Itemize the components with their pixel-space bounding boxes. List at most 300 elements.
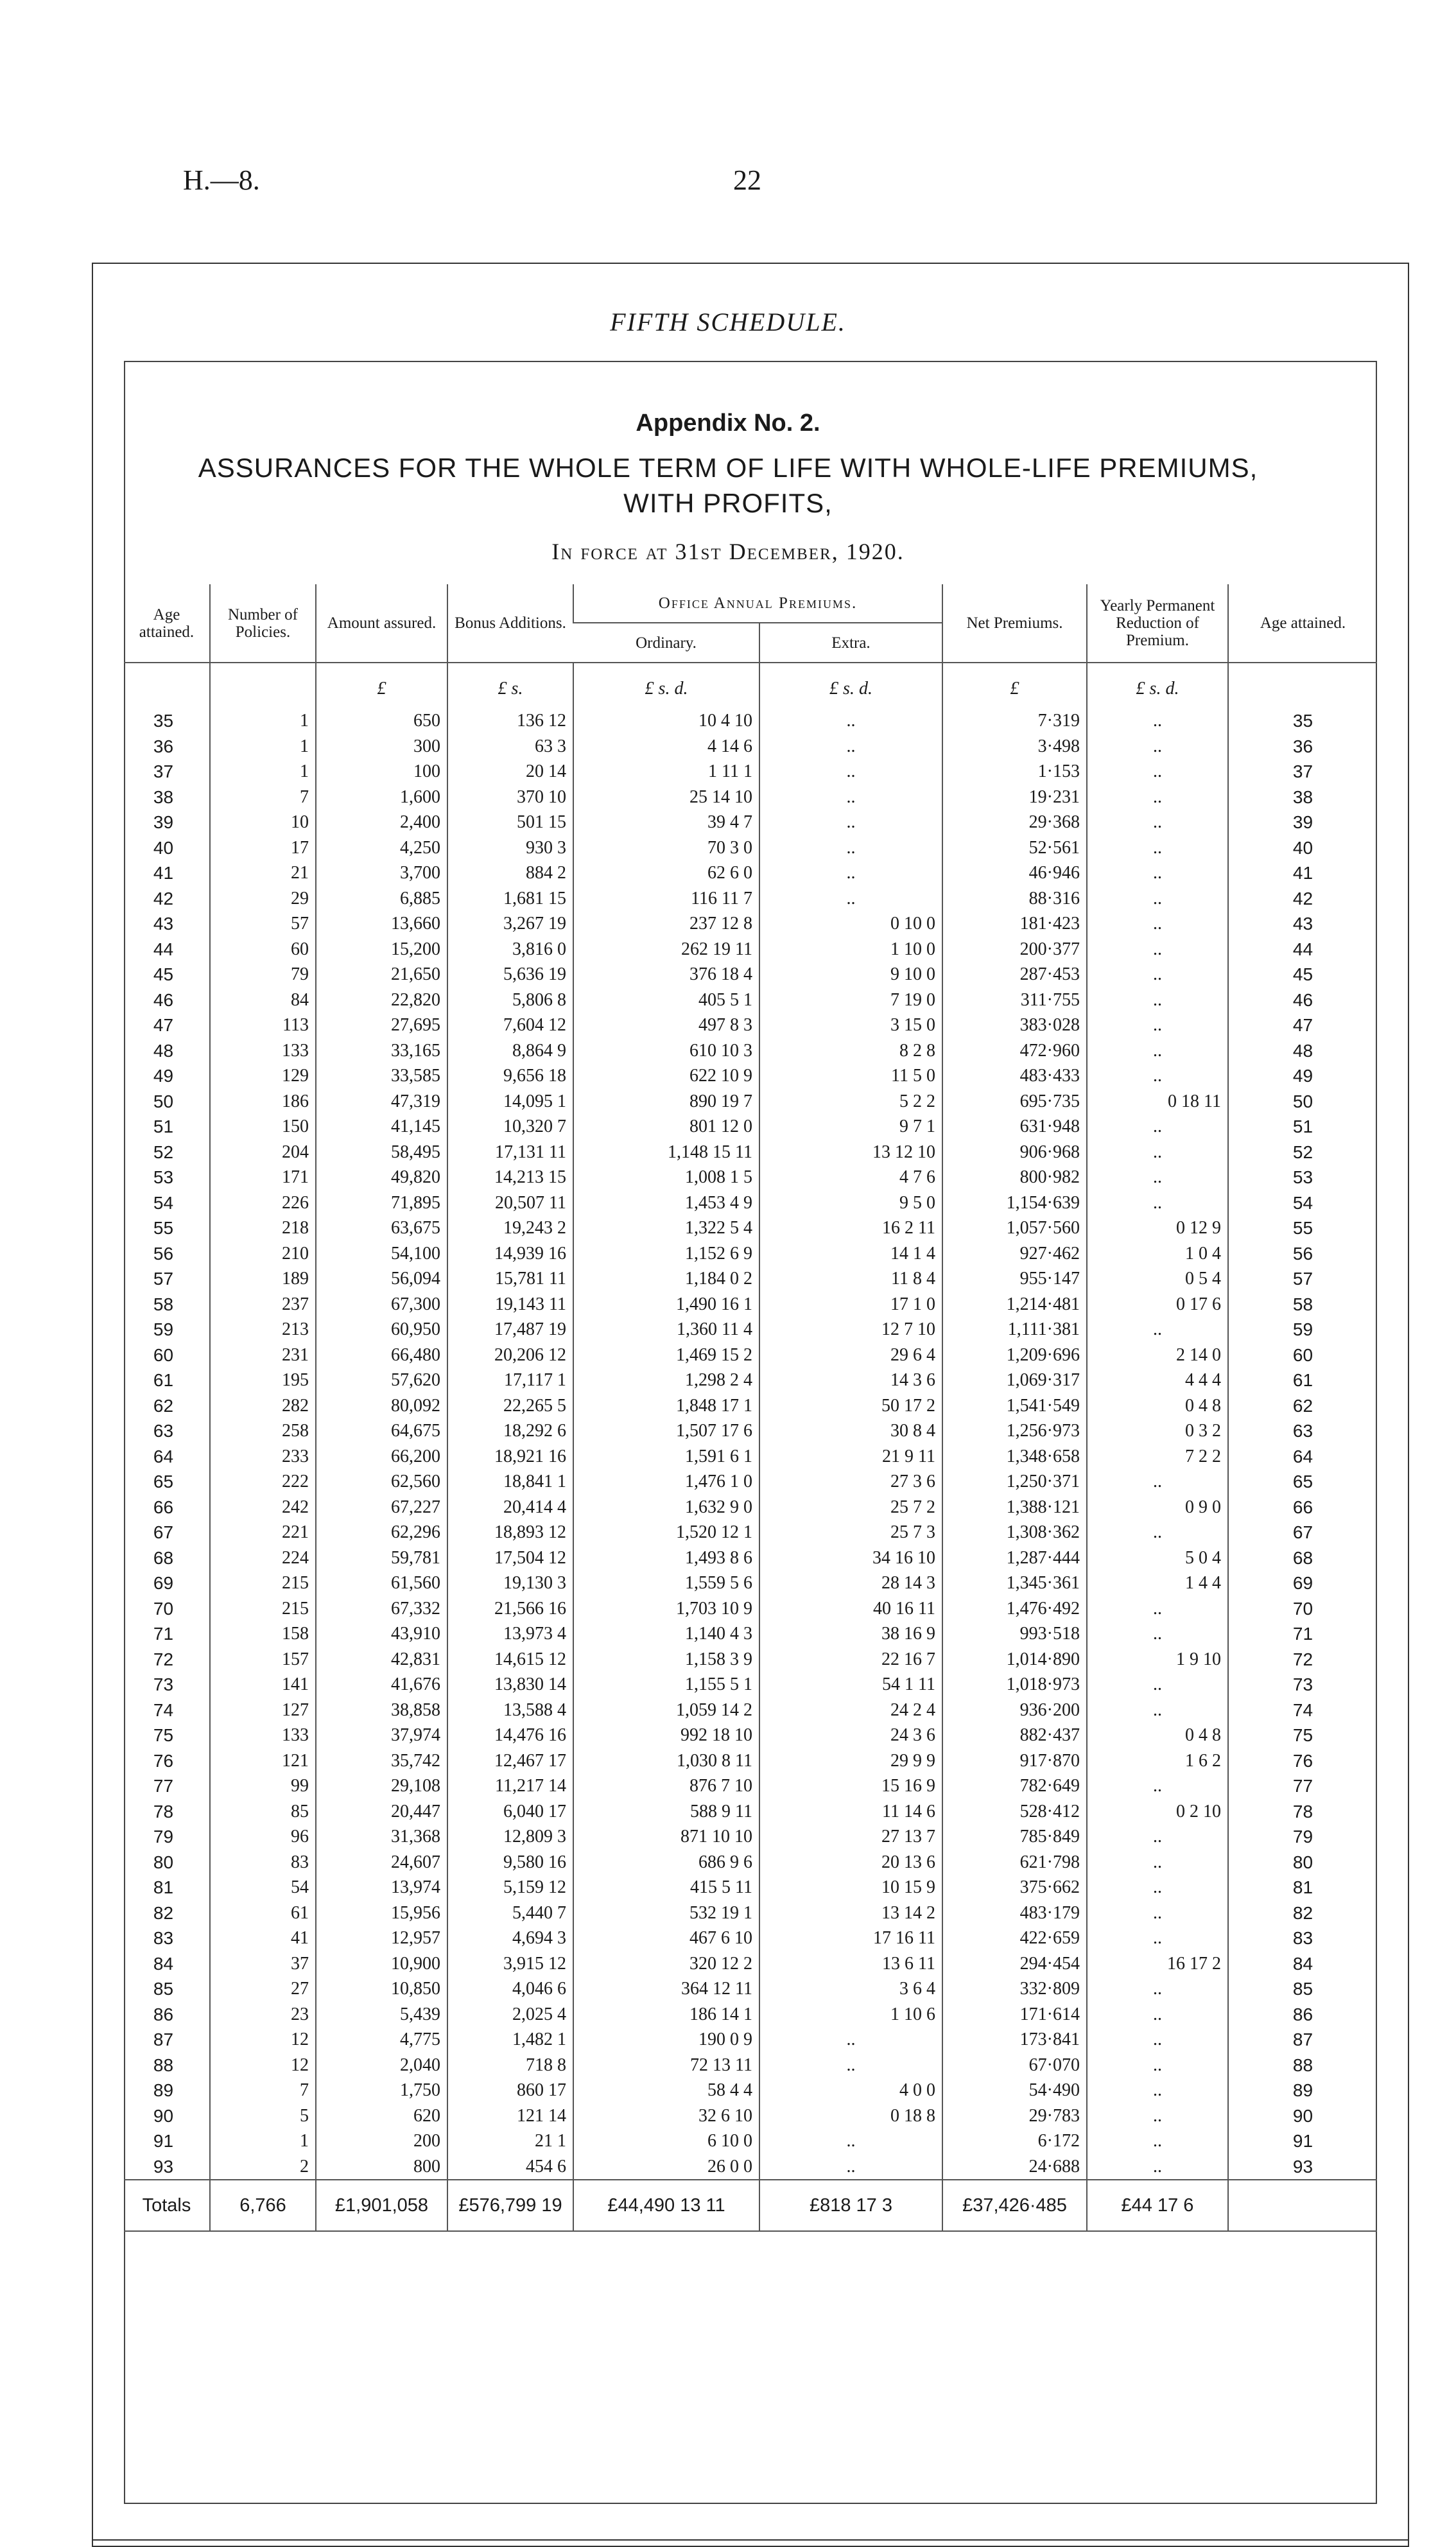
cell-reduction: .. — [1087, 1850, 1228, 1875]
cell-policies: 12 — [210, 2027, 316, 2053]
cell-ordinary: 415 5 11 — [573, 1875, 759, 1900]
cell-extra: 5 2 2 — [759, 1089, 942, 1115]
cell-bonus: 19,143 11 — [447, 1292, 573, 1317]
cell-ordinary: 1,848 17 1 — [573, 1393, 759, 1419]
cell-bonus: 930 3 — [447, 835, 573, 861]
cell-policies: 224 — [210, 1545, 316, 1571]
cell-extra: 9 5 0 — [759, 1190, 942, 1216]
cell-age: 72 — [153, 1649, 174, 1669]
table-row — [124, 2154, 1377, 2180]
cell-age-right: 54 — [1228, 1190, 1377, 1216]
cell-ordinary: 992 18 10 — [573, 1723, 759, 1748]
cell-age-right: 72 — [1228, 1647, 1377, 1673]
cell-policies: 218 — [210, 1215, 316, 1241]
cell-amount: 21,650 — [316, 962, 447, 987]
table-row — [124, 962, 1377, 987]
cell-ordinary: 190 0 9 — [573, 2027, 759, 2053]
cell-age-right: 62 — [1228, 1393, 1377, 1419]
cell-ordinary: 1,490 16 1 — [573, 1292, 759, 1317]
cell-policies: 37 — [210, 1951, 316, 1977]
cell-policies: 186 — [210, 1089, 316, 1115]
cell-amount: 60,950 — [316, 1317, 447, 1343]
table-row — [124, 1038, 1377, 1064]
units-extra: £ s. d. — [759, 663, 942, 708]
cell-net: 472·960 — [942, 1038, 1087, 1064]
cell-amount: 57,620 — [316, 1368, 447, 1393]
units-bonus: £ s. — [447, 663, 573, 708]
cell-age-right: 80 — [1228, 1850, 1377, 1875]
cell-amount: 59,781 — [316, 1545, 447, 1571]
cell-age-right: 84 — [1228, 1951, 1377, 1977]
cell-extra: 17 16 11 — [759, 1925, 942, 1951]
cell-extra: .. — [759, 835, 942, 861]
cell-ordinary: 1,322 5 4 — [573, 1215, 759, 1241]
cell-ordinary: 10 4 10 — [573, 708, 759, 734]
table-row — [124, 1241, 1377, 1267]
cell-amount: 71,895 — [316, 1190, 447, 1216]
cell-age: 43 — [153, 914, 174, 934]
cell-ordinary: 39 4 7 — [573, 810, 759, 835]
cell-reduction: .. — [1087, 1013, 1228, 1038]
cell-policies: 215 — [210, 1570, 316, 1596]
cell-bonus: 8,864 9 — [447, 1038, 573, 1064]
cell-policies: 2 — [210, 2154, 316, 2180]
cell-age: 76 — [153, 1750, 174, 1771]
cell-amount: 35,742 — [316, 1748, 447, 1774]
cell-bonus: 860 17 — [447, 2078, 573, 2103]
cell-age-right: 74 — [1228, 1698, 1377, 1723]
cell-net: 1,388·121 — [942, 1495, 1087, 1520]
table-row — [124, 1089, 1377, 1115]
cell-reduction: .. — [1087, 1063, 1228, 1089]
cell-extra: 15 16 9 — [759, 1773, 942, 1799]
cell-age: 66 — [153, 1497, 174, 1517]
cell-policies: 83 — [210, 1850, 316, 1875]
cell-policies: 141 — [210, 1672, 316, 1698]
units-net: £ — [942, 663, 1087, 708]
cell-policies: 157 — [210, 1647, 316, 1673]
cell-reduction: .. — [1087, 1520, 1228, 1545]
cell-bonus: 7,604 12 — [447, 1013, 573, 1038]
cell-amount: 62,296 — [316, 1520, 447, 1545]
cell-ordinary: 1,453 4 9 — [573, 1190, 759, 1216]
cell-amount: 67,332 — [316, 1596, 447, 1622]
cell-ordinary: 876 7 10 — [573, 1773, 759, 1799]
cell-policies: 29 — [210, 886, 316, 912]
cell-extra: 21 9 11 — [759, 1444, 942, 1470]
cell-bonus: 19,130 3 — [447, 1570, 573, 1596]
cell-ordinary: 467 6 10 — [573, 1925, 759, 1951]
cell-ordinary: 1,507 17 6 — [573, 1418, 759, 1444]
cell-age: 88 — [153, 2055, 174, 2075]
cell-age-right: 66 — [1228, 1495, 1377, 1520]
cell-age: 44 — [153, 939, 174, 959]
cell-net: 294·454 — [942, 1951, 1087, 1977]
cell-age-right: 43 — [1228, 911, 1377, 937]
cell-amount: 24,607 — [316, 1850, 447, 1875]
cell-policies: 133 — [210, 1038, 316, 1064]
cell-net: 1,308·362 — [942, 1520, 1087, 1545]
cell-amount: 650 — [316, 708, 447, 734]
table-row — [124, 1292, 1377, 1317]
cell-extra: 1 10 6 — [759, 2002, 942, 2028]
totals-net: £37,426·485 — [942, 2180, 1087, 2231]
cell-ordinary: 1,030 8 11 — [573, 1748, 759, 1774]
cell-reduction: .. — [1087, 860, 1228, 886]
cell-reduction: .. — [1087, 1165, 1228, 1190]
cell-net: 1,250·371 — [942, 1469, 1087, 1495]
table-row — [124, 734, 1377, 760]
cell-amount: 61,560 — [316, 1570, 447, 1596]
cell-age-right: 93 — [1228, 2154, 1377, 2180]
cell-extra: 0 10 0 — [759, 911, 942, 937]
units-ordinary: £ s. d. — [573, 663, 759, 708]
table-row — [124, 1596, 1377, 1622]
cell-net: 695·735 — [942, 1089, 1087, 1115]
cell-bonus: 17,131 11 — [447, 1140, 573, 1165]
cell-reduction: 0 9 0 — [1087, 1495, 1228, 1520]
cell-reduction: 7 2 2 — [1087, 1444, 1228, 1470]
cell-net: 1,069·317 — [942, 1368, 1087, 1393]
cell-policies: 10 — [210, 810, 316, 835]
cell-extra: 24 3 6 — [759, 1723, 942, 1748]
cell-bonus: 13,830 14 — [447, 1672, 573, 1698]
totals-policies: 6,766 — [210, 2180, 316, 2231]
cell-policies: 57 — [210, 911, 316, 937]
cell-amount: 64,675 — [316, 1418, 447, 1444]
cell-extra: .. — [759, 785, 942, 810]
cell-reduction: 0 12 9 — [1087, 1215, 1228, 1241]
totals-bonus: £576,799 19 — [447, 2180, 573, 2231]
cell-ordinary: 1,493 8 6 — [573, 1545, 759, 1571]
cell-bonus: 18,893 12 — [447, 1520, 573, 1545]
cell-age: 52 — [153, 1142, 174, 1162]
cell-age-right: 73 — [1228, 1672, 1377, 1698]
cell-age-right: 37 — [1228, 759, 1377, 785]
cell-reduction: .. — [1087, 1114, 1228, 1140]
cell-bonus: 12,809 3 — [447, 1824, 573, 1850]
cell-ordinary: 1,559 5 6 — [573, 1570, 759, 1596]
cell-age: 40 — [153, 837, 174, 858]
cell-net: 993·518 — [942, 1621, 1087, 1647]
cell-ordinary: 72 13 11 — [573, 2053, 759, 2078]
cell-reduction: .. — [1087, 911, 1228, 937]
cell-reduction: .. — [1087, 785, 1228, 810]
cell-reduction: 16 17 2 — [1087, 1951, 1228, 1977]
cell-age: 35 — [153, 711, 174, 731]
cell-reduction: .. — [1087, 1038, 1228, 1064]
cell-amount: 1,750 — [316, 2078, 447, 2103]
cell-ordinary: 1,140 4 3 — [573, 1621, 759, 1647]
cell-policies: 113 — [210, 1013, 316, 1038]
cell-ordinary: 116 11 7 — [573, 886, 759, 912]
cell-amount: 2,400 — [316, 810, 447, 835]
cell-reduction: 4 4 4 — [1087, 1368, 1228, 1393]
cell-extra: 13 14 2 — [759, 1900, 942, 1926]
cell-extra: 20 13 6 — [759, 1850, 942, 1875]
cell-bonus: 18,921 16 — [447, 1444, 573, 1470]
cell-age: 58 — [153, 1294, 174, 1314]
cell-age: 61 — [153, 1370, 174, 1390]
cell-bonus: 11,217 14 — [447, 1773, 573, 1799]
page-number: 22 — [733, 164, 761, 196]
cell-age: 71 — [153, 1624, 174, 1644]
cell-policies: 61 — [210, 1900, 316, 1926]
table-row — [124, 1215, 1377, 1241]
cell-net: 7·319 — [942, 708, 1087, 734]
cell-bonus: 9,656 18 — [447, 1063, 573, 1089]
cell-age-right: 83 — [1228, 1925, 1377, 1951]
cell-net: 631·948 — [942, 1114, 1087, 1140]
cell-amount: 12,957 — [316, 1925, 447, 1951]
cell-reduction: .. — [1087, 2128, 1228, 2154]
cell-age: 73 — [153, 1674, 174, 1694]
cell-net: 29·368 — [942, 810, 1087, 835]
cell-extra: 4 0 0 — [759, 2078, 942, 2103]
cell-policies: 23 — [210, 2002, 316, 2028]
cell-bonus: 17,504 12 — [447, 1545, 573, 1571]
cell-ordinary: 1,476 1 0 — [573, 1469, 759, 1495]
cell-extra: 16 2 11 — [759, 1215, 942, 1241]
table-row — [124, 1773, 1377, 1799]
cell-reduction: .. — [1087, 1469, 1228, 1495]
units-age — [124, 663, 210, 708]
cell-amount: 66,480 — [316, 1343, 447, 1368]
cell-amount: 33,585 — [316, 1063, 447, 1089]
cell-age: 55 — [153, 1218, 174, 1238]
table-row — [124, 2053, 1377, 2078]
cell-ordinary: 1,632 9 0 — [573, 1495, 759, 1520]
cell-reduction: .. — [1087, 1190, 1228, 1216]
cell-ordinary: 364 12 11 — [573, 1976, 759, 2002]
cell-bonus: 17,117 1 — [447, 1368, 573, 1393]
cell-bonus: 15,781 11 — [447, 1266, 573, 1292]
cell-age-right: 52 — [1228, 1140, 1377, 1165]
cell-age-right: 89 — [1228, 2078, 1377, 2103]
cell-amount: 13,660 — [316, 911, 447, 937]
cell-age-right: 55 — [1228, 1215, 1377, 1241]
cell-amount: 63,675 — [316, 1215, 447, 1241]
cell-reduction: 0 5 4 — [1087, 1266, 1228, 1292]
cell-age: 48 — [153, 1040, 174, 1061]
cell-bonus: 501 15 — [447, 810, 573, 835]
cell-policies: 242 — [210, 1495, 316, 1520]
cell-extra: 38 16 9 — [759, 1621, 942, 1647]
cell-net: 1,476·492 — [942, 1596, 1087, 1622]
table-row — [124, 911, 1377, 937]
table-row — [124, 1393, 1377, 1419]
cell-reduction: .. — [1087, 1900, 1228, 1926]
cell-age-right: 44 — [1228, 937, 1377, 962]
units-policies — [210, 663, 316, 708]
cell-net: 1,111·381 — [942, 1317, 1087, 1343]
cell-policies: 189 — [210, 1266, 316, 1292]
cell-extra: 30 8 4 — [759, 1418, 942, 1444]
cell-age-right: 45 — [1228, 962, 1377, 987]
cell-age-right: 91 — [1228, 2128, 1377, 2154]
cell-reduction: .. — [1087, 1773, 1228, 1799]
cell-bonus: 370 10 — [447, 785, 573, 810]
cell-reduction: .. — [1087, 962, 1228, 987]
cell-amount: 22,820 — [316, 987, 447, 1013]
cell-ordinary: 610 10 3 — [573, 1038, 759, 1064]
cell-extra: .. — [759, 759, 942, 785]
cell-reduction: .. — [1087, 886, 1228, 912]
cell-age: 70 — [153, 1598, 174, 1619]
cell-age: 89 — [153, 2080, 174, 2100]
table-row — [124, 2103, 1377, 2129]
table-row — [124, 937, 1377, 962]
cell-amount: 13,974 — [316, 1875, 447, 1900]
cell-bonus: 63 3 — [447, 734, 573, 760]
column-header-age-right: Age attained. — [1228, 584, 1377, 663]
cell-age-right: 67 — [1228, 1520, 1377, 1545]
cell-policies: 7 — [210, 2078, 316, 2103]
cell-reduction: .. — [1087, 2103, 1228, 2129]
cell-ordinary: 58 4 4 — [573, 2078, 759, 2103]
cell-reduction: 0 18 11 — [1087, 1089, 1228, 1115]
cell-net: 3·498 — [942, 734, 1087, 760]
table-row — [124, 708, 1377, 734]
cell-age-right: 86 — [1228, 2002, 1377, 2028]
cell-extra: 3 6 4 — [759, 1976, 942, 2002]
cell-age: 65 — [153, 1472, 174, 1491]
cell-bonus: 4,694 3 — [447, 1925, 573, 1951]
cell-reduction: .. — [1087, 1925, 1228, 1951]
cell-amount: 54,100 — [316, 1241, 447, 1267]
cell-net: 917·870 — [942, 1748, 1087, 1774]
cell-extra: 17 1 0 — [759, 1292, 942, 1317]
cell-age: 85 — [153, 1979, 174, 1999]
cell-reduction: .. — [1087, 2053, 1228, 2078]
column-header-office-premiums: Office Annual Premiums. — [573, 584, 942, 623]
cell-policies: 215 — [210, 1596, 316, 1622]
cell-amount: 20,447 — [316, 1799, 447, 1825]
cell-bonus: 18,292 6 — [447, 1418, 573, 1444]
cell-reduction: 1 9 10 — [1087, 1647, 1228, 1673]
totals-extra: £818 17 3 — [759, 2180, 942, 2231]
cell-age-right: 58 — [1228, 1292, 1377, 1317]
cell-extra: 9 7 1 — [759, 1114, 942, 1140]
cell-policies: 226 — [210, 1190, 316, 1216]
cell-extra: 29 9 9 — [759, 1748, 942, 1774]
cell-ordinary: 4 14 6 — [573, 734, 759, 760]
cell-age: 59 — [153, 1319, 174, 1339]
cell-net: 24·688 — [942, 2154, 1087, 2180]
cell-age-right: 36 — [1228, 734, 1377, 760]
column-header-extra: Extra. — [759, 623, 942, 663]
units-reduction: £ s. d. — [1087, 663, 1228, 708]
cell-reduction: .. — [1087, 2154, 1228, 2180]
cell-policies: 258 — [210, 1418, 316, 1444]
cell-age: 57 — [153, 1269, 174, 1289]
cell-extra: .. — [759, 734, 942, 760]
cell-extra: 27 13 7 — [759, 1824, 942, 1850]
cell-age-right: 78 — [1228, 1799, 1377, 1825]
cell-net: 1,209·696 — [942, 1343, 1087, 1368]
cell-age-right: 51 — [1228, 1114, 1377, 1140]
cell-extra: 54 1 11 — [759, 1672, 942, 1698]
cell-ordinary: 588 9 11 — [573, 1799, 759, 1825]
cell-age: 69 — [153, 1573, 174, 1593]
cell-reduction: .. — [1087, 734, 1228, 760]
cell-net: 955·147 — [942, 1266, 1087, 1292]
cell-bonus: 1,482 1 — [447, 2027, 573, 2053]
cell-age: 56 — [153, 1243, 174, 1264]
cell-bonus: 19,243 2 — [447, 1215, 573, 1241]
cell-bonus: 17,487 19 — [447, 1317, 573, 1343]
cell-age: 54 — [153, 1192, 174, 1213]
cell-amount: 15,956 — [316, 1900, 447, 1926]
cell-extra: 9 10 0 — [759, 962, 942, 987]
cell-bonus: 10,320 7 — [447, 1114, 573, 1140]
cell-age-right: 50 — [1228, 1089, 1377, 1115]
cell-extra: 4 7 6 — [759, 1165, 942, 1190]
cell-bonus: 9,580 16 — [447, 1850, 573, 1875]
cell-net: 1,345·361 — [942, 1570, 1087, 1596]
column-header-amount: Amount assured. — [316, 584, 447, 663]
cell-amount: 800 — [316, 2154, 447, 2180]
cell-age: 50 — [153, 1091, 174, 1111]
cell-ordinary: 26 0 0 — [573, 2154, 759, 2180]
cell-extra: .. — [759, 2053, 942, 2078]
cell-ordinary: 237 12 8 — [573, 911, 759, 937]
cell-amount: 33,165 — [316, 1038, 447, 1064]
table-row — [124, 2128, 1377, 2154]
cell-extra: 12 7 10 — [759, 1317, 942, 1343]
cell-age: 60 — [153, 1344, 174, 1365]
cell-net: 936·200 — [942, 1698, 1087, 1723]
cell-policies: 204 — [210, 1140, 316, 1165]
cell-age: 47 — [153, 1015, 174, 1035]
cell-bonus: 13,973 4 — [447, 1621, 573, 1647]
cell-extra: 34 16 10 — [759, 1545, 942, 1571]
cell-net: 483·433 — [942, 1063, 1087, 1089]
cell-bonus: 5,440 7 — [447, 1900, 573, 1926]
column-header-net: Net Premiums. — [942, 584, 1087, 663]
cell-reduction: .. — [1087, 1875, 1228, 1900]
cell-amount: 31,368 — [316, 1824, 447, 1850]
cell-reduction: .. — [1087, 1596, 1228, 1622]
table-row — [124, 1317, 1377, 1343]
cell-net: 29·783 — [942, 2103, 1087, 2129]
cell-amount: 4,775 — [316, 2027, 447, 2053]
cell-amount: 27,695 — [316, 1013, 447, 1038]
table-row — [124, 1723, 1377, 1748]
cell-bonus: 12,467 17 — [447, 1748, 573, 1774]
cell-age: 67 — [153, 1522, 174, 1542]
cell-age: 80 — [153, 1852, 174, 1872]
cell-age: 63 — [153, 1421, 174, 1441]
cell-ordinary: 1,469 15 2 — [573, 1343, 759, 1368]
cell-policies: 85 — [210, 1799, 316, 1825]
cell-extra: 8 2 8 — [759, 1038, 942, 1064]
table-row — [124, 1495, 1377, 1520]
cell-ordinary: 801 12 0 — [573, 1114, 759, 1140]
cell-ordinary: 1,360 11 4 — [573, 1317, 759, 1343]
units-amount: £ — [316, 663, 447, 708]
table-row — [124, 1799, 1377, 1825]
cell-policies: 1 — [210, 708, 316, 734]
cell-bonus: 18,841 1 — [447, 1469, 573, 1495]
cell-bonus: 13,588 4 — [447, 1698, 573, 1723]
outer-frame-bottom-rule — [92, 2539, 1409, 2541]
cell-bonus: 14,615 12 — [447, 1647, 573, 1673]
cell-ordinary: 1,158 3 9 — [573, 1647, 759, 1673]
cell-age-right: 65 — [1228, 1469, 1377, 1495]
cell-amount: 6,885 — [316, 886, 447, 912]
cell-age-right: 46 — [1228, 987, 1377, 1013]
